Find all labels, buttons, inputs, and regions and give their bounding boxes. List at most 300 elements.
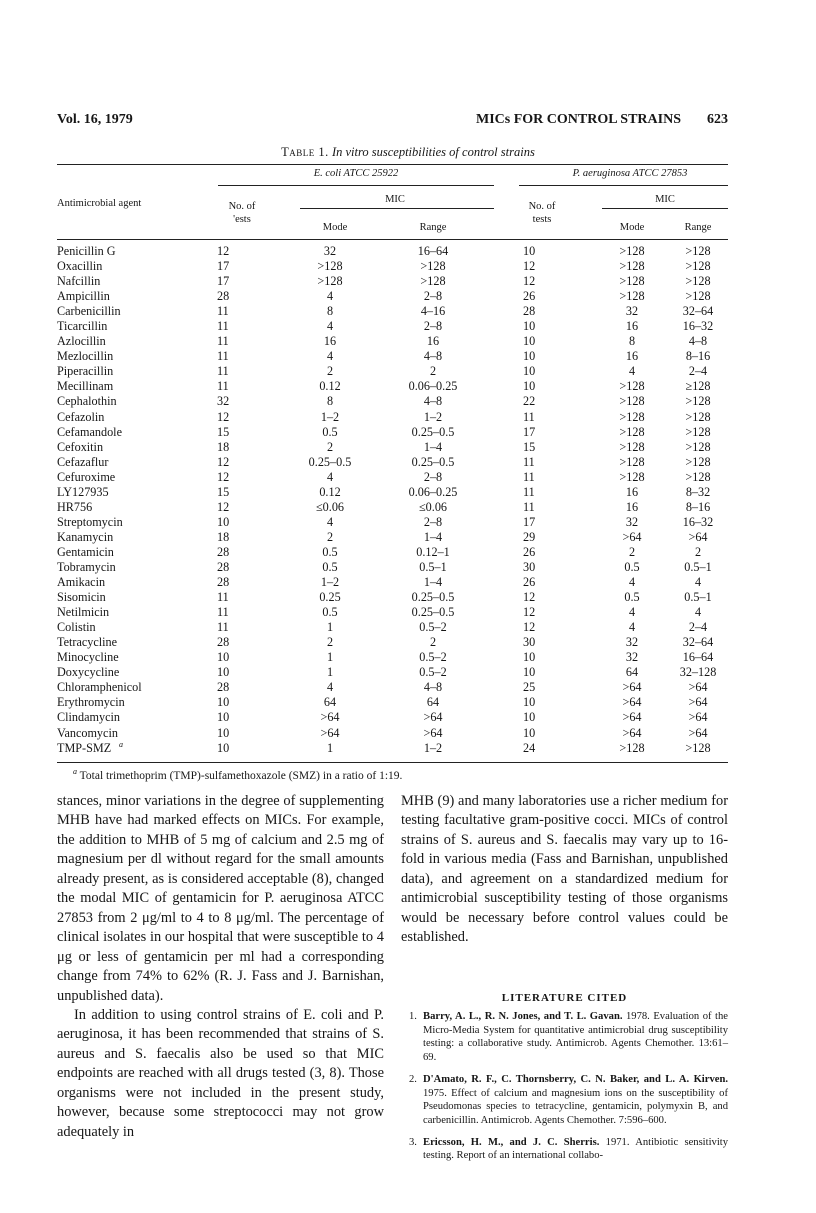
table-row	[57, 695, 728, 710]
cell-mode-ecoli: 4	[326, 319, 334, 334]
cell-mode-paeruginosa: >64	[622, 680, 642, 695]
cell-agent: Doxycycline	[57, 665, 120, 680]
cell-agent: Carbenicillin	[57, 304, 121, 319]
reference-item	[401, 1136, 728, 1163]
cell-mode-paeruginosa: >128	[619, 274, 645, 289]
cell-mode-ecoli: >64	[320, 710, 340, 725]
literature-heading: LITERATURE CITED	[501, 992, 628, 1004]
cell-no-tests-ecoli: 18	[217, 439, 230, 454]
cell-range-paeruginosa: >128	[685, 424, 711, 439]
cell-agent: Cephalothin	[57, 394, 117, 409]
table-title: In vitro susceptibilities of control strains	[331, 145, 535, 159]
cell-mode-ecoli: 0.5	[322, 424, 338, 439]
cell-mode-paeruginosa: 64	[625, 665, 639, 680]
cell-no-tests-ecoli: 12	[217, 244, 230, 258]
table-row	[57, 455, 728, 470]
cell-range-ecoli: 2–8	[423, 469, 443, 484]
table-top-rule	[57, 164, 728, 165]
cell-range-paeruginosa: 0.5–1	[684, 559, 712, 574]
cell-no-tests-paeruginosa: 10	[523, 725, 536, 740]
cell-agent: Oxacillin	[57, 259, 103, 274]
cell-no-tests-ecoli: 17	[217, 259, 230, 274]
cell-range-ecoli: 16–64	[417, 244, 449, 258]
cell-no-tests-ecoli: 12	[217, 469, 230, 484]
cell-no-tests-ecoli: 10	[217, 514, 230, 529]
cell-mode-paeruginosa: 2	[628, 544, 636, 559]
cell-range-ecoli: 0.25–0.5	[411, 454, 455, 469]
table-row	[57, 530, 728, 545]
cell-mode-paeruginosa: 32	[625, 514, 639, 529]
table-row	[57, 440, 728, 455]
cell-no-tests-ecoli: 10	[217, 650, 230, 665]
cell-range-ecoli: 2–8	[423, 289, 443, 304]
table-row	[57, 605, 728, 620]
cell-range-paeruginosa: >128	[685, 469, 711, 484]
cell-range-paeruginosa: 32–64	[682, 304, 714, 319]
cell-no-tests-ecoli: 11	[217, 349, 229, 364]
cell-range-paeruginosa: >64	[688, 710, 708, 725]
cell-no-tests-ecoli: 15	[217, 424, 230, 439]
cell-range-ecoli: 1–2	[423, 740, 443, 755]
cell-agent: TMP-SMZ	[57, 740, 112, 755]
cell-agent: Tetracycline	[57, 635, 118, 650]
cell-agent: Piperacillin	[57, 364, 114, 379]
table-row	[57, 665, 728, 680]
cell-range-paeruginosa: 2–4	[688, 620, 708, 635]
cell-no-tests-paeruginosa: 17	[523, 424, 536, 439]
header-no-tests-b-line2: tests	[532, 214, 552, 225]
cell-no-tests-ecoli: 18	[217, 529, 230, 544]
mic2-underline	[602, 208, 728, 209]
cell-no-tests-paeruginosa: 25	[523, 680, 536, 695]
table-row	[57, 515, 728, 530]
cell-agent: Cefoxitin	[57, 439, 104, 454]
cell-no-tests-ecoli: 10	[217, 710, 230, 725]
cell-no-tests-paeruginosa: 11	[523, 409, 535, 424]
cell-mode-paeruginosa: 4	[628, 605, 636, 620]
reference-authors: Ericsson, H. M., and J. C. Sherris.	[423, 1136, 600, 1148]
header-strain-ecoli: E. coli ATCC 25922	[313, 168, 399, 179]
footnote-text: Total trimethoprim (TMP)-sulfamethoxazole (SMZ) in a ratio of 1:19.	[79, 769, 403, 782]
cell-range-ecoli: 4–8	[423, 349, 443, 364]
cell-no-tests-paeruginosa: 10	[523, 319, 536, 334]
cell-range-paeruginosa: >128	[685, 439, 711, 454]
cell-mode-ecoli: 0.25–0.5	[308, 454, 352, 469]
table-row	[57, 379, 728, 394]
cell-agent: Streptomycin	[57, 514, 123, 529]
cell-mode-paeruginosa: >128	[619, 740, 645, 755]
footnote-mark: a	[73, 767, 77, 776]
cell-no-tests-paeruginosa: 12	[523, 590, 536, 605]
cell-range-paeruginosa: >128	[685, 259, 711, 274]
table-row	[57, 334, 728, 349]
cell-range-paeruginosa: >64	[688, 680, 708, 695]
cell-range-ecoli: 0.12–1	[416, 544, 450, 559]
table-row	[57, 590, 728, 605]
table-caption	[0, 145, 816, 160]
cell-no-tests-paeruginosa: 10	[523, 334, 536, 349]
cell-no-tests-paeruginosa: 17	[523, 514, 536, 529]
cell-mode-ecoli: ≤0.06	[315, 499, 345, 514]
volume-label: Vol. 16, 1979	[57, 112, 133, 127]
cell-range-ecoli: 2–8	[423, 319, 443, 334]
table-row	[57, 304, 728, 319]
cell-agent: Cefazaflur	[57, 454, 109, 469]
cell-no-tests-paeruginosa: 10	[523, 244, 536, 258]
cell-range-ecoli: >64	[423, 710, 443, 725]
cell-agent: Mecillinam	[57, 379, 114, 394]
table-row	[57, 349, 728, 364]
cell-mode-ecoli: 4	[326, 514, 334, 529]
cell-mode-ecoli: >64	[320, 725, 340, 740]
cell-mode-paeruginosa: >128	[619, 454, 645, 469]
table-row	[57, 650, 728, 665]
cell-no-tests-paeruginosa: 10	[523, 650, 536, 665]
cell-no-tests-paeruginosa: 12	[523, 259, 536, 274]
cell-no-tests-ecoli: 11	[217, 364, 229, 379]
cell-no-tests-paeruginosa: 30	[523, 559, 536, 574]
cell-mode-ecoli: 4	[326, 680, 334, 695]
cell-mode-ecoli: 8	[326, 304, 334, 319]
cell-mode-paeruginosa: >128	[619, 259, 645, 274]
table-row	[57, 620, 728, 635]
cell-no-tests-paeruginosa: 10	[523, 695, 536, 710]
cell-range-ecoli: ≤0.06	[418, 499, 448, 514]
cell-no-tests-paeruginosa: 10	[523, 349, 536, 364]
cell-no-tests-paeruginosa: 26	[523, 575, 536, 590]
cell-no-tests-ecoli: 10	[217, 695, 230, 710]
reference-text: 1975. Effect of calcium and magnesium ions on the susceptibility of Pseudomonas species to tetracycline, gentamicin, polymyxin B, and carbenicillin. Antimicrob. Agents Chemother. 7:596–600.	[423, 1087, 728, 1126]
reference-number: 1.	[409, 1011, 417, 1022]
header-no-tests-b-line1: No. of	[528, 201, 556, 212]
cell-agent: Chloramphenicol	[57, 680, 142, 695]
cell-mode-paeruginosa: >128	[619, 289, 645, 304]
table-row	[57, 394, 728, 409]
table-row	[57, 635, 728, 650]
table-row	[57, 500, 728, 515]
table-row	[57, 575, 728, 590]
cell-agent: Azlocillin	[57, 334, 106, 349]
cell-range-ecoli: 2	[429, 635, 437, 650]
table-row	[57, 244, 728, 259]
cell-range-ecoli: 0.06–0.25	[408, 484, 458, 499]
footnote-reference-mark: a	[119, 739, 123, 749]
cell-range-paeruginosa: 4	[694, 575, 702, 590]
cell-range-ecoli: 2–8	[423, 514, 443, 529]
cell-mode-paeruginosa: 16	[625, 484, 639, 499]
cell-agent: Cefamandole	[57, 424, 122, 439]
cell-agent: Ampicillin	[57, 289, 110, 304]
cell-agent: Ticarcillin	[57, 319, 108, 334]
cell-no-tests-paeruginosa: 26	[523, 544, 536, 559]
cell-no-tests-paeruginosa: 10	[523, 379, 536, 394]
cell-mode-paeruginosa: 16	[625, 319, 639, 334]
cell-no-tests-paeruginosa: 15	[523, 439, 536, 454]
table-row	[57, 560, 728, 575]
cell-agent: Netilmicin	[57, 605, 110, 620]
cell-no-tests-paeruginosa: 24	[523, 740, 536, 755]
cell-mode-paeruginosa: >64	[622, 695, 642, 710]
cell-range-paeruginosa: >64	[688, 529, 708, 544]
cell-mode-ecoli: 1	[326, 620, 334, 635]
cell-no-tests-paeruginosa: 10	[523, 364, 536, 379]
cell-agent: Clindamycin	[57, 710, 120, 725]
cell-range-paeruginosa: 0.5–1	[684, 590, 712, 605]
cell-agent: LY127935	[57, 484, 109, 499]
cell-no-tests-ecoli: 28	[217, 544, 230, 559]
cell-range-ecoli: 16	[426, 334, 440, 349]
cell-no-tests-paeruginosa: 12	[523, 274, 536, 289]
cell-mode-ecoli: 2	[326, 364, 334, 379]
cell-range-paeruginosa: 16–32	[682, 514, 714, 529]
cell-range-ecoli: 0.5–2	[419, 665, 447, 680]
table-row	[57, 485, 728, 500]
strain1-underline	[218, 185, 494, 186]
reference-list	[401, 1010, 728, 1171]
cell-no-tests-ecoli: 17	[217, 274, 230, 289]
cell-agent: Gentamicin	[57, 544, 114, 559]
cell-mode-paeruginosa: >128	[619, 469, 645, 484]
cell-mode-ecoli: 2	[326, 439, 334, 454]
cell-mode-ecoli: 0.12	[319, 379, 341, 394]
cell-range-paeruginosa: >128	[685, 289, 711, 304]
cell-mode-ecoli: 0.25	[319, 590, 341, 605]
cell-range-ecoli: 2	[429, 364, 437, 379]
cell-agent: Colistin	[57, 620, 96, 635]
right-paragraph-1: MHB (9) and many laboratories use a richer medium for testing facultative gram-positive cocci. MICs of control strains of S. aureus and S. faecalis may vary up to 16-fold in various media (Fass and Barnishan, unpublished data), and agreement on a standardized medium for antimicrobial susceptibility testing of those organisms would be necessary before control values could be established.	[401, 793, 728, 946]
reference-item	[401, 1073, 728, 1128]
cell-range-paeruginosa: >128	[685, 394, 711, 409]
cell-mode-ecoli: 2	[326, 635, 334, 650]
cell-mode-ecoli: 32	[323, 244, 337, 258]
cell-mode-paeruginosa: 0.5	[624, 590, 640, 605]
cell-agent: Nafcillin	[57, 274, 101, 289]
cell-no-tests-ecoli: 10	[217, 725, 230, 740]
cell-range-paeruginosa: 32–128	[679, 665, 717, 680]
running-head	[57, 112, 728, 132]
reference-text: 1971. Antibiotic sensitivity testing. Report of an international collabo-	[423, 1136, 728, 1162]
cell-no-tests-ecoli: 32	[217, 394, 230, 409]
cell-no-tests-ecoli: 11	[217, 304, 229, 319]
cell-no-tests-paeruginosa: 11	[523, 499, 535, 514]
reference-authors: Barry, A. L., R. N. Jones, and T. L. Gavan.	[423, 1011, 623, 1022]
cell-agent: Sisomicin	[57, 590, 106, 605]
cell-mode-ecoli: 1	[326, 650, 334, 665]
left-paragraph-1: stances, minor variations in the degree of supplementing MHB have had marked effects on MICs. For example, the addition to MHB of 5 mg of calcium and 2.5 mg of magnesium per dl without regard for the small amounts already present, as is considered acceptable (8), changed the modal MIC of gentamicin for P. aeruginosa ATCC 27853 from 2 μg/ml to 4 to 8 μg/ml. The percentage of clinical isolates in our hospital that were susceptible to 4 μg or less of gentamicin per ml had a corresponding change from 74% to 62% (R. J. Fass and J. Barnishan, unpublished data).	[57, 793, 384, 1004]
cell-mode-ecoli: 0.5	[322, 559, 338, 574]
strain2-underline	[519, 185, 728, 186]
cell-agent: Kanamycin	[57, 529, 114, 544]
cell-no-tests-paeruginosa: 29	[523, 529, 536, 544]
cell-range-paeruginosa: 16–32	[682, 319, 714, 334]
cell-range-paeruginosa: >128	[685, 244, 711, 258]
table-row	[57, 680, 728, 695]
cell-range-paeruginosa: >128	[685, 409, 711, 424]
left-column	[57, 792, 384, 1142]
cell-range-ecoli: 0.25–0.5	[411, 605, 455, 620]
cell-no-tests-ecoli: 11	[217, 590, 229, 605]
cell-range-paeruginosa: >64	[688, 695, 708, 710]
cell-no-tests-ecoli: 11	[217, 334, 229, 349]
cell-no-tests-ecoli: 11	[217, 620, 229, 635]
header-range-1: Range	[419, 222, 447, 233]
cell-range-ecoli: 0.25–0.5	[411, 590, 455, 605]
cell-agent: Tobramycin	[57, 559, 116, 574]
page-number: 623	[707, 112, 728, 127]
table-footnote	[73, 767, 402, 782]
cell-range-ecoli: 1–4	[423, 529, 443, 544]
header-strain-paeruginosa: P. aeruginosa ATCC 27853	[572, 168, 688, 179]
cell-mode-paeruginosa: >64	[622, 529, 642, 544]
cell-mode-paeruginosa: 4	[628, 620, 636, 635]
cell-mode-ecoli: 64	[323, 695, 337, 710]
cell-mode-paeruginosa: 16	[625, 499, 639, 514]
cell-range-ecoli: 1–4	[423, 575, 443, 590]
cell-no-tests-ecoli: 12	[217, 409, 230, 424]
cell-mode-paeruginosa: >64	[622, 710, 642, 725]
cell-mode-paeruginosa: 8	[628, 334, 636, 349]
cell-range-paeruginosa: 8–32	[685, 484, 711, 499]
table-row	[57, 726, 728, 741]
header-no-tests-line1: No. of	[228, 201, 256, 212]
table-row	[57, 741, 728, 756]
right-column	[401, 792, 728, 948]
reference-number: 3.	[409, 1136, 417, 1148]
header-range-2: Range	[684, 222, 712, 233]
cell-range-ecoli: 4–8	[423, 394, 443, 409]
cell-mode-paeruginosa: 0.5	[624, 559, 640, 574]
cell-agent: Vancomycin	[57, 725, 118, 740]
cell-no-tests-ecoli: 28	[217, 680, 230, 695]
cell-mode-ecoli: 4	[326, 469, 334, 484]
cell-mode-ecoli: 0.5	[322, 605, 338, 620]
cell-mode-ecoli: 1–2	[320, 409, 340, 424]
table-row	[57, 410, 728, 425]
cell-mode-ecoli: 16	[323, 334, 337, 349]
cell-mode-paeruginosa: >128	[619, 439, 645, 454]
left-paragraph-2: In addition to using control strains of E. coli and P. aeruginosa, it has been recommended that strains of S. aureus and S. faecalis also be used so that MIC endpoints are reached with all drugs tested (3, 8). Those organisms were not included in the present study, however, because some streptococci may not grow adequately in	[57, 1006, 384, 1140]
cell-mode-ecoli: 1–2	[320, 575, 340, 590]
cell-no-tests-paeruginosa: 11	[523, 469, 535, 484]
cell-mode-ecoli: 8	[326, 394, 334, 409]
cell-mode-ecoli: >128	[317, 259, 343, 274]
cell-mode-paeruginosa: >128	[619, 394, 645, 409]
cell-range-paeruginosa: 32–64	[682, 635, 714, 650]
cell-range-ecoli: >128	[420, 259, 446, 274]
table-label: Table 1.	[281, 145, 329, 159]
cell-no-tests-ecoli: 28	[217, 559, 230, 574]
header-mode-2: Mode	[619, 222, 645, 233]
cell-range-ecoli: 64	[426, 695, 440, 710]
cell-no-tests-ecoli: 11	[217, 379, 229, 394]
header-no-tests-line2: 'ests	[233, 214, 251, 225]
cell-range-ecoli: 4–16	[420, 304, 446, 319]
header-mode-1: Mode	[322, 222, 348, 233]
cell-mode-paeruginosa: >128	[619, 424, 645, 439]
cell-no-tests-ecoli: 28	[217, 289, 230, 304]
cell-mode-ecoli: 4	[326, 349, 334, 364]
cell-range-ecoli: 0.25–0.5	[411, 424, 455, 439]
cell-no-tests-ecoli: 12	[217, 499, 230, 514]
cell-mode-ecoli: 0.12	[319, 484, 341, 499]
reference-number: 2.	[409, 1073, 417, 1085]
cell-agent: Erythromycin	[57, 695, 125, 710]
cell-agent: Penicillin G	[57, 244, 116, 258]
table-row	[57, 545, 728, 560]
header-mic-1: MIC	[385, 194, 405, 205]
cell-mode-paeruginosa: >64	[622, 725, 642, 740]
cell-mode-paeruginosa: 32	[625, 304, 639, 319]
cell-no-tests-paeruginosa: 28	[523, 304, 536, 319]
cell-no-tests-paeruginosa: 30	[523, 635, 536, 650]
cell-no-tests-paeruginosa: 10	[523, 665, 536, 680]
cell-range-ecoli: 0.06–0.25	[408, 379, 458, 394]
cell-no-tests-ecoli: 11	[217, 319, 229, 334]
reference-authors: D'Amato, R. F., C. Thornsberry, C. N. Baker, and L. A. Kirven.	[423, 1073, 728, 1085]
table-row	[57, 470, 728, 485]
cell-mode-paeruginosa: 4	[628, 364, 636, 379]
table-body	[57, 244, 728, 756]
cell-no-tests-ecoli: 28	[217, 635, 230, 650]
cell-no-tests-paeruginosa: 11	[523, 454, 535, 469]
table-row	[57, 425, 728, 440]
cell-no-tests-ecoli: 12	[217, 454, 230, 469]
cell-no-tests-paeruginosa: 10	[523, 710, 536, 725]
cell-mode-paeruginosa: 16	[625, 349, 639, 364]
cell-no-tests-paeruginosa: 22	[523, 394, 536, 409]
cell-no-tests-paeruginosa: 26	[523, 289, 536, 304]
cell-mode-ecoli: 0.5	[322, 544, 338, 559]
cell-range-ecoli: 0.5–2	[419, 620, 447, 635]
cell-mode-paeruginosa: 32	[625, 650, 639, 665]
cell-range-paeruginosa: ≥128	[685, 379, 711, 394]
running-title: MICs FOR CONTROL STRAINS	[476, 112, 681, 127]
cell-mode-paeruginosa: >128	[619, 379, 645, 394]
cell-range-ecoli: 0.5–1	[419, 559, 447, 574]
reference-text: 1978. Evaluation of the Micro-Media System for quantitative antimicrobial drug susceptibility testing: a collaborative study. Antimicrob. Agents Chemother. 13:61–69.	[423, 1011, 728, 1064]
cell-no-tests-paeruginosa: 11	[523, 484, 535, 499]
mic1-underline	[300, 208, 494, 209]
cell-agent: Cefuroxime	[57, 469, 116, 484]
cell-range-paeruginosa: 16–64	[682, 650, 714, 665]
cell-mode-ecoli: 1	[326, 740, 334, 755]
cell-no-tests-ecoli: 10	[217, 740, 230, 755]
table-row	[57, 289, 728, 304]
cell-no-tests-paeruginosa: 12	[523, 605, 536, 620]
header-agent: Antimicrobial agent	[57, 198, 142, 209]
cell-range-paeruginosa: 2	[694, 544, 702, 559]
cell-range-paeruginosa: 8–16	[685, 499, 711, 514]
cell-mode-ecoli: 1	[326, 665, 334, 680]
cell-mode-ecoli: 4	[326, 289, 334, 304]
cell-range-ecoli: 1–4	[423, 439, 443, 454]
cell-range-paeruginosa: 8–16	[685, 349, 711, 364]
header-mic-2: MIC	[655, 194, 675, 205]
cell-range-paeruginosa: >128	[685, 274, 711, 289]
cell-range-paeruginosa: >128	[685, 454, 711, 469]
cell-agent: Cefazolin	[57, 409, 105, 424]
cell-range-ecoli: >64	[423, 725, 443, 740]
table-bottom-rule	[57, 762, 728, 763]
cell-range-paeruginosa: >128	[685, 740, 711, 755]
table-row	[57, 274, 728, 289]
cell-mode-paeruginosa: >128	[619, 244, 645, 258]
cell-range-paeruginosa: 2–4	[688, 364, 708, 379]
cell-mode-paeruginosa: >128	[619, 409, 645, 424]
cell-range-paeruginosa: 4–8	[688, 334, 708, 349]
cell-mode-paeruginosa: 32	[625, 635, 639, 650]
cell-no-tests-ecoli: 28	[217, 575, 230, 590]
